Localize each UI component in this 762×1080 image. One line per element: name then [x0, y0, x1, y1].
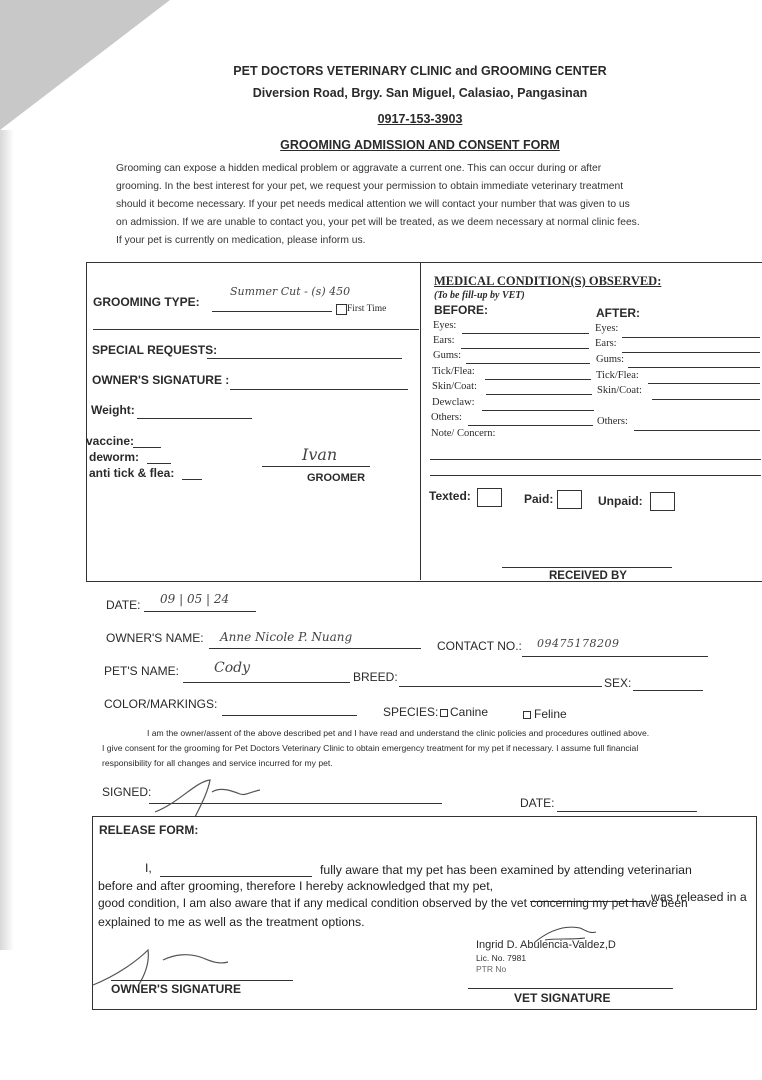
after-item: Tick/Flea: [596, 370, 639, 381]
antitick-field[interactable] [182, 479, 202, 480]
release-line4: explained to me as well as the treatment options. [98, 915, 365, 929]
sex-field[interactable] [633, 690, 703, 691]
after-item: Eyes: [595, 323, 619, 334]
form-title: GROOMING ADMISSION AND CONSENT FORM [280, 138, 560, 152]
before-item: Others: [431, 412, 462, 423]
owner-signature-label: OWNER'S SIGNATURE : [92, 373, 230, 387]
deworm-field[interactable] [147, 463, 171, 464]
release-line3: good condition, I am also aware that if any medical condition observed by the vet concerning my pet have been [98, 896, 688, 910]
consent-line: responsibility for all changes and service incurred for my pet. [102, 758, 333, 768]
grooming-type-label: GROOMING TYPE: [93, 295, 200, 309]
intro-paragraph [116, 160, 726, 250]
breed-field[interactable] [399, 686, 602, 687]
special-requests-field[interactable] [207, 358, 402, 359]
clinic-phone: 0917-153-3903 [377, 112, 463, 126]
vet-signature-label: VET SIGNATURE [514, 991, 611, 1005]
date-label: DATE: [106, 598, 141, 612]
owner-signature-mark [150, 772, 270, 822]
clinic-address: Diversion Road, Brgy. San Miguel, Calasiao, Pangasinan [252, 86, 588, 100]
note-line-2[interactable] [430, 475, 761, 476]
release-line2-suffix: was released in a [651, 890, 747, 904]
before-item: Note/ Concern: [431, 428, 496, 439]
antitick-label: anti tick & flea: [89, 466, 175, 480]
signed-date-field[interactable] [557, 811, 697, 812]
before-item: Tick/Flea: [432, 366, 475, 377]
owner-name-line [209, 648, 421, 649]
after-item: Others: [597, 416, 628, 427]
vaccine-label: vaccine: [86, 434, 135, 448]
paid-label: Paid: [524, 492, 554, 506]
after-eyes-field[interactable] [622, 337, 760, 338]
received-by-line[interactable] [502, 567, 672, 568]
folded-corner [0, 0, 170, 130]
before-ears-field[interactable] [461, 348, 589, 349]
vet-name: Ingrid D. Abulencia-Valdez,D [476, 939, 616, 951]
intro-line: on admission. If we are unable to contact you, your pet will be treated, as we deem necessary at normal clinic fees. [116, 217, 640, 228]
before-item: Gums: [433, 350, 462, 361]
after-item: Ears: [595, 338, 617, 349]
medical-title: MEDICAL CONDITION(S) OBSERVED: [434, 274, 662, 288]
owner-signature-field[interactable] [230, 389, 408, 390]
after-tick-field[interactable] [648, 383, 760, 384]
owner-name-value[interactable]: Anne Nicole P. Nuang [220, 630, 353, 644]
paid-checkbox[interactable] [557, 490, 582, 509]
intro-line: grooming. In the best interest for your pet, we request your permission to obtain immediate veterinary treatment [116, 181, 624, 192]
weight-label: Weight: [91, 403, 135, 417]
contact-value[interactable]: 09475178209 [537, 637, 620, 650]
table-divider [420, 262, 421, 580]
after-ears-field[interactable] [622, 352, 760, 353]
grooming-type-line [212, 311, 332, 312]
vet-ptr: PTR No [476, 964, 507, 974]
contact-label: CONTACT NO.: [437, 639, 522, 653]
texted-checkbox[interactable] [477, 488, 502, 507]
release-owner-signature-label: OWNER'S SIGNATURE [111, 982, 241, 996]
breed-label: BREED: [353, 670, 398, 684]
groomer-label: GROOMER [307, 472, 366, 484]
after-skin-field[interactable] [652, 399, 760, 400]
vet-license: Lic. No. 7981 [476, 953, 527, 963]
release-owner-signature-field[interactable] [111, 980, 293, 981]
medical-subtitle: (To be fill-up by VET) [434, 290, 525, 301]
after-label: AFTER: [596, 306, 640, 320]
before-skin-field[interactable] [486, 394, 592, 395]
groomer-name: Ivan [302, 445, 338, 464]
before-item: Ears: [433, 335, 455, 346]
sex-label: SEX: [604, 676, 632, 690]
texted-label: Texted: [429, 489, 471, 503]
after-item: Skin/Coat: [597, 385, 642, 396]
date-value[interactable]: 09 | 05 | 24 [160, 592, 230, 606]
release-line1-suffix: fully aware that my pet has been examined by attending veterinarian [320, 863, 692, 877]
release-line1-prefix: I, [145, 861, 152, 875]
deworm-label: deworm: [89, 450, 140, 464]
species-label: SPECIES: [383, 705, 439, 719]
contact-line [522, 656, 708, 657]
page-edge-shadow [0, 130, 14, 950]
after-others-field[interactable] [634, 430, 760, 431]
first-time-label: First Time [347, 304, 387, 314]
canine-label: Canine [450, 705, 489, 719]
release-title: RELEASE FORM: [99, 823, 199, 837]
pet-name-label: PET'S NAME: [104, 664, 179, 678]
received-by-label: RECEIVED BY [549, 570, 627, 582]
unpaid-checkbox[interactable] [650, 492, 675, 511]
grooming-type-value[interactable]: Summer Cut - (s) 450 [230, 285, 351, 298]
pet-name-value[interactable]: Cody [214, 660, 251, 676]
grooming-type-extra-line [93, 329, 419, 330]
first-time-checkbox[interactable] [336, 304, 347, 315]
before-others-field[interactable] [468, 425, 593, 426]
note-line-1[interactable] [430, 459, 761, 460]
before-gums-field[interactable] [466, 363, 590, 364]
color-field[interactable] [222, 715, 357, 716]
weight-field[interactable] [137, 418, 252, 419]
date-line [144, 611, 256, 612]
release-line2-prefix: before and after grooming, therefore I hereby acknowledged that my pet, [98, 879, 494, 893]
after-item: Gums: [596, 354, 625, 365]
consent-line: I give consent for the grooming for Pet Doctors Veterinary Clinic to obtain emergency treatment for my pet if necessary. I assume full financial [102, 743, 639, 753]
vaccine-field[interactable] [133, 447, 161, 448]
vet-signature-field[interactable] [468, 988, 673, 989]
groomer-line [262, 466, 370, 467]
before-dewclaw-field[interactable] [482, 410, 594, 411]
clinic-name: PET DOCTORS VETERINARY CLINIC and GROOMING CENTER [233, 64, 607, 78]
before-eyes-field[interactable] [462, 333, 589, 334]
feline-label: Feline [534, 707, 567, 721]
consent-line: I am the owner/assent of the above described pet and I have read and understand the clinic policies and procedures outlined above. [147, 728, 650, 738]
canine-checkbox[interactable] [440, 709, 448, 717]
owner-name-label: OWNER'S NAME: [106, 631, 204, 645]
before-tick-field[interactable] [485, 379, 591, 380]
signed-label: SIGNED: [102, 785, 152, 799]
signed-date-label: DATE: [520, 796, 555, 810]
special-requests-label: SPECIAL REQUESTS: [92, 343, 218, 357]
intro-line: Grooming can expose a hidden medical problem or aggravate a current one. This can occur during or after [116, 163, 602, 174]
intro-line: should it become necessary. If your pet needs medical attention we will contact your number that was given to us [116, 199, 630, 210]
pet-name-line [183, 682, 350, 683]
color-label: COLOR/MARKINGS: [104, 697, 218, 711]
unpaid-label: Unpaid: [598, 494, 643, 508]
admission-table [86, 262, 762, 582]
before-item: Dewclaw: [432, 397, 475, 408]
after-gums-field[interactable] [628, 367, 760, 368]
intro-line: If your pet is currently on medication, please inform us. [116, 235, 366, 246]
feline-checkbox[interactable] [523, 711, 531, 719]
before-item: Skin/Coat: [432, 381, 477, 392]
before-item: Eyes: [433, 320, 457, 331]
before-label: BEFORE: [434, 303, 488, 317]
